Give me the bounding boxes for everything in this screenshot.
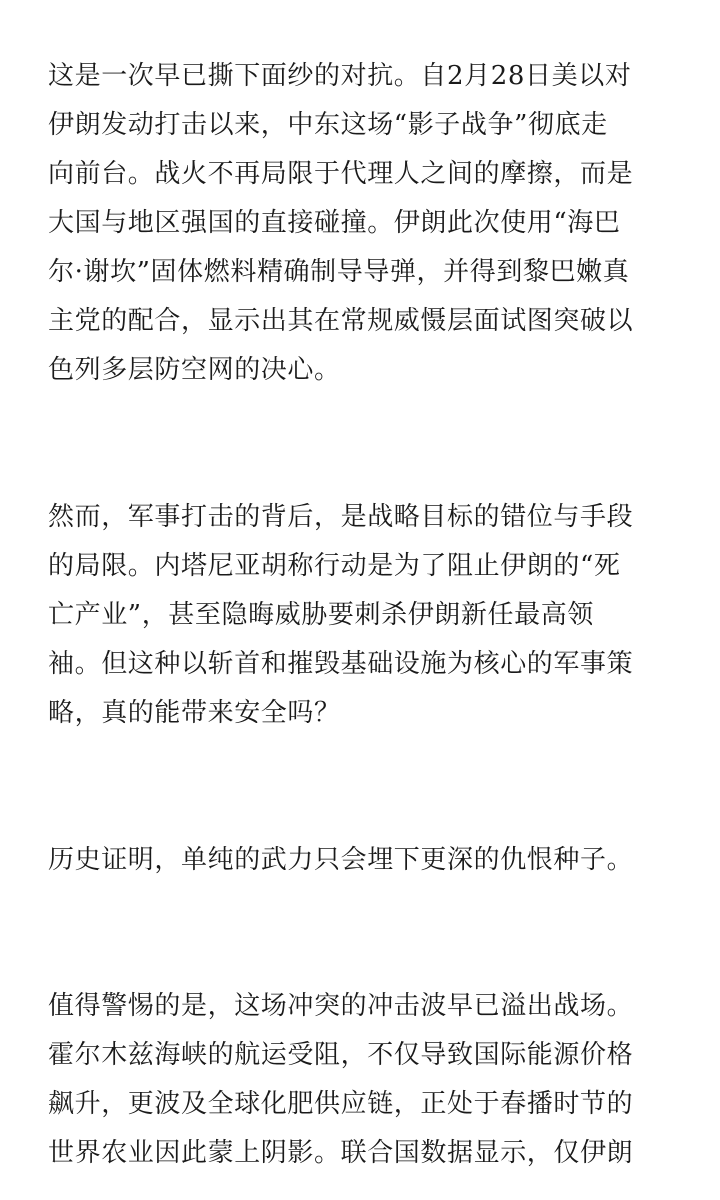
article-body	[48, 52, 672, 1178]
text-line: 略，真的能带来安全吗？	[48, 698, 341, 728]
text-line: 向前台。战火不再局限于代理人之间的摩擦，而是	[48, 159, 634, 189]
text-line: 历史证明，单纯的武力只会埋下更深的仇恨种子。	[48, 845, 634, 875]
text-line: 亡产业”，甚至隐晦威胁要刺杀伊朗新任最高领	[48, 600, 594, 630]
text-line: 然而，军事打击的背后，是战略目标的错位与手段	[48, 502, 634, 532]
text-line: 尔·谢坎”固体燃料精确制导导弹，并得到黎巴嫩真	[48, 257, 630, 287]
text-line: 这是一次早已撕下面纱的对抗。自2月28日美以对	[48, 61, 632, 91]
text-line: 大国与地区强国的直接碰撞。伊朗此次使用“海巴	[48, 208, 621, 238]
paragraph-2	[48, 493, 672, 738]
paragraph-3	[48, 836, 672, 885]
text-line: 值得警惕的是，这场冲突的冲击波早已溢出战场。	[48, 991, 634, 1021]
text-line: 世界农业因此蒙上阴影。联合国数据显示，仅伊朗	[48, 1138, 634, 1168]
text-line: 飙升，更波及全球化肥供应链，正处于春播时节的	[48, 1089, 634, 1119]
text-line: 霍尔木兹海峡的航运受阻，不仅导致国际能源价格	[48, 1040, 634, 1070]
text-line: 伊朗发动打击以来，中东这场“影子战争”彻底走	[48, 110, 608, 140]
paragraph-1	[48, 52, 672, 395]
text-line: 色列多层防空网的决心。	[48, 355, 341, 385]
text-line: 袖。但这种以斩首和摧毁基础设施为核心的军事策	[48, 649, 634, 679]
paragraph-4	[48, 982, 672, 1178]
text-line: 主党的配合，显示出其在常规威慑层面试图突破以	[48, 306, 634, 336]
text-line: 的局限。内塔尼亚胡称行动是为了阻止伊朗的“死	[48, 551, 621, 581]
